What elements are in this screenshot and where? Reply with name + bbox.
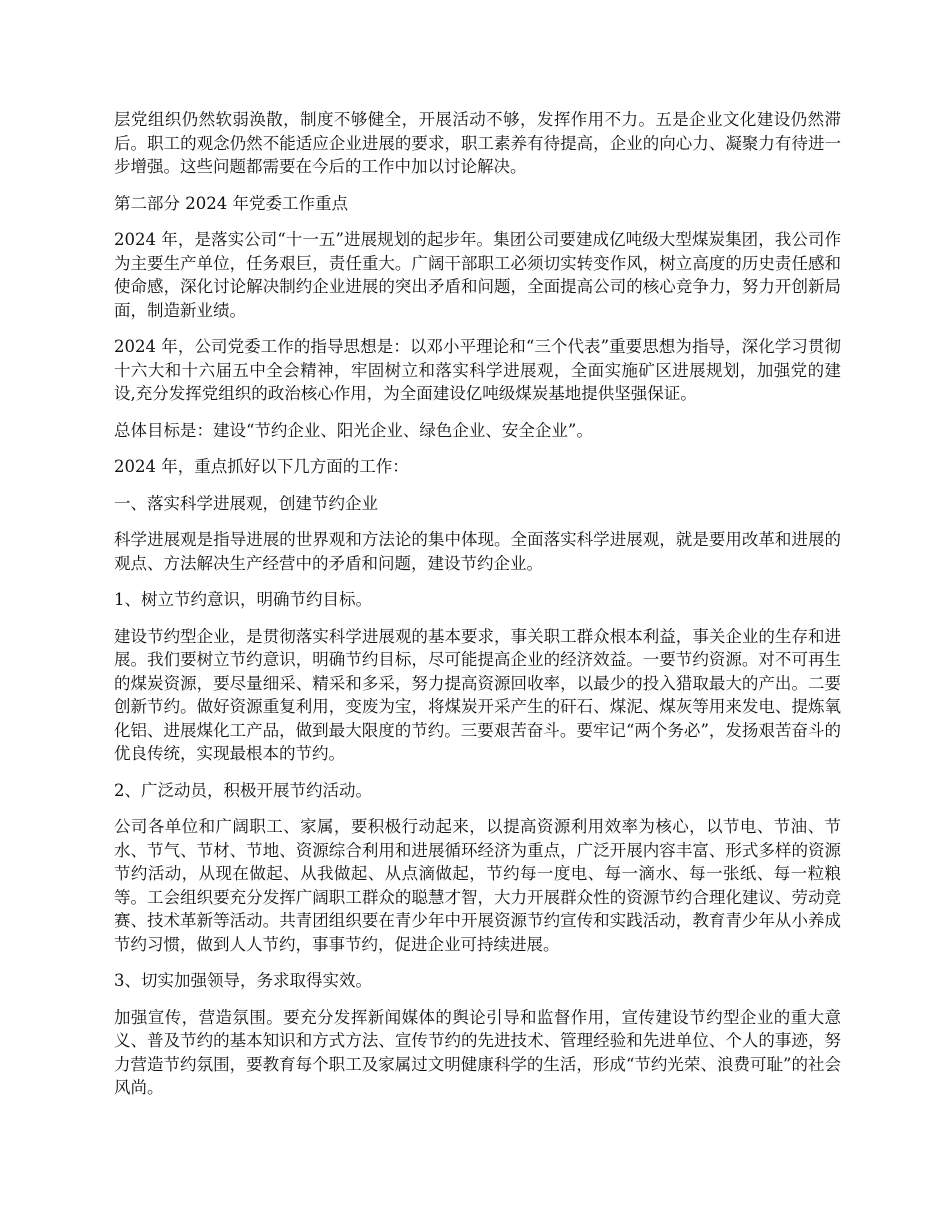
paragraph-publicity: 加强宣传，营造氛围。要充分发挥新闻媒体的舆论引导和监督作用，宣传建设节约型企业的重大意义、普及节约的基本知识和方式方法、宣传节约的先进技术、管理经验和先进单位、个人的事迹，努力营造节约氛围，要教育每个职工及家属过文明健康科学的生活，形成“节约光荣、浪费可耻”的社会风尚。 [114,1007,841,1097]
section-heading-part-two: 第二部分 2024 年党委工作重点 [114,193,348,213]
paragraph-continuation: 层党组织仍然软弱涣散，制度不够健全，开展活动不够，发挥作用不力。五是企业文化建设仍然滞后。职工的观念仍然不能适应企业进展的要求，职工素养有待提高，企业的向心力、凝聚力有待进一步增强。这些问题都需要在今后的工作中加以讨论解决。 [114,110,841,176]
heading-section-one: 一、落实科学进展观，创建节约企业 [114,493,378,513]
paragraph-saving-awareness: 建设节约型企业，是贯彻落实科学进展观的基本要求，事关职工群众根本利益，事关企业的生存和进展。我们要树立节约意识，明确节约目标，尽可能提高企业的经济效益。一要节约资源。对不可再生的煤炭资源，要尽量细采、精采和多采，努力提高资源回收率，以最少的投入猎取最大的产出。二要创新节约。做好资源重复利用，变废为宝，将煤炭开采产生的矸石、煤泥、煤灰等用来发电、提炼氧化铝、进展煤化工产品，做到最大限度的节约。三要艰苦奋斗。要牢记“两个务必”，发扬艰苦奋斗的优良传统，实现最根本的节约。 [114,626,841,763]
heading-item-2: 2、广泛动员，积极开展节约活动。 [114,780,372,800]
paragraph-scientific-development: 科学进展观是指导进展的世界观和方法论的集中体现。全面落实科学进展观，就是要用改革和进展的观点、方法解决生产经营中的矛盾和问题，建设节约企业。 [114,530,841,573]
paragraph-overall-goal: 总体目标是：建设“节约企业、阳光企业、绿色企业、安全企业”。 [114,420,593,440]
paragraph-key-work-intro: 2024 年，重点抓好以下几方面的工作： [114,457,409,476]
paragraph-guiding-ideology: 2024 年，公司党委工作的指导思想是：以邓小平理论和“三个代表”重要思想为指导，深化学习贯彻十六大和十六届五中全会精神，牢固树立和落实科学进展观，全面实施矿区进展规划，加强党的建设,充分发挥党组织的政治核心作用，为全面建设亿吨级煤炭基地提供坚强保证。 [114,337,841,403]
paragraph-saving-activities: 公司各单位和广阔职工、家属，要积极行动起来，以提高资源利用效率为核心，以节电、节油、节水、节气、节材、节地、资源综合利用和进展循环经济为重点，广泛开展内容丰富、形式多样的资源节约活动，从现在做起、从我做起、从点滴做起，节约每一度电、每一滴水、每一张纸、每一粒粮等。工会组织要充分发挥广阔职工群众的聪慧才智，大力开展群众性的资源节约合理化建议、劳动竞赛、技术革新等活动。共青团组织要在青少年中开展资源节约宣传和实践活动，教育青少年从小养成节约习惯，做到人人节约，事事节约，促进企业可持续进展。 [114,817,841,954]
heading-item-3: 3、切实加强领导，务求取得实效。 [114,971,372,990]
document-page [114,108,841,1113]
heading-item-1: 1、树立节约意识，明确节约目标。 [114,590,372,609]
paragraph-2024-overview: 2024 年，是落实公司“十一五”进展规划的起步年。集团公司要建成亿吨级大型煤炭集团，我公司作为主要生产单位，任务艰巨，责任重大。广阔干部职工必须切实转变作风，树立高度的历史责任感和使命感，深化讨论解决制约企业进展的突出矛盾和问题，全面提高公司的核心竞争力，努力开创新局面，制造新业绩。 [114,230,841,320]
